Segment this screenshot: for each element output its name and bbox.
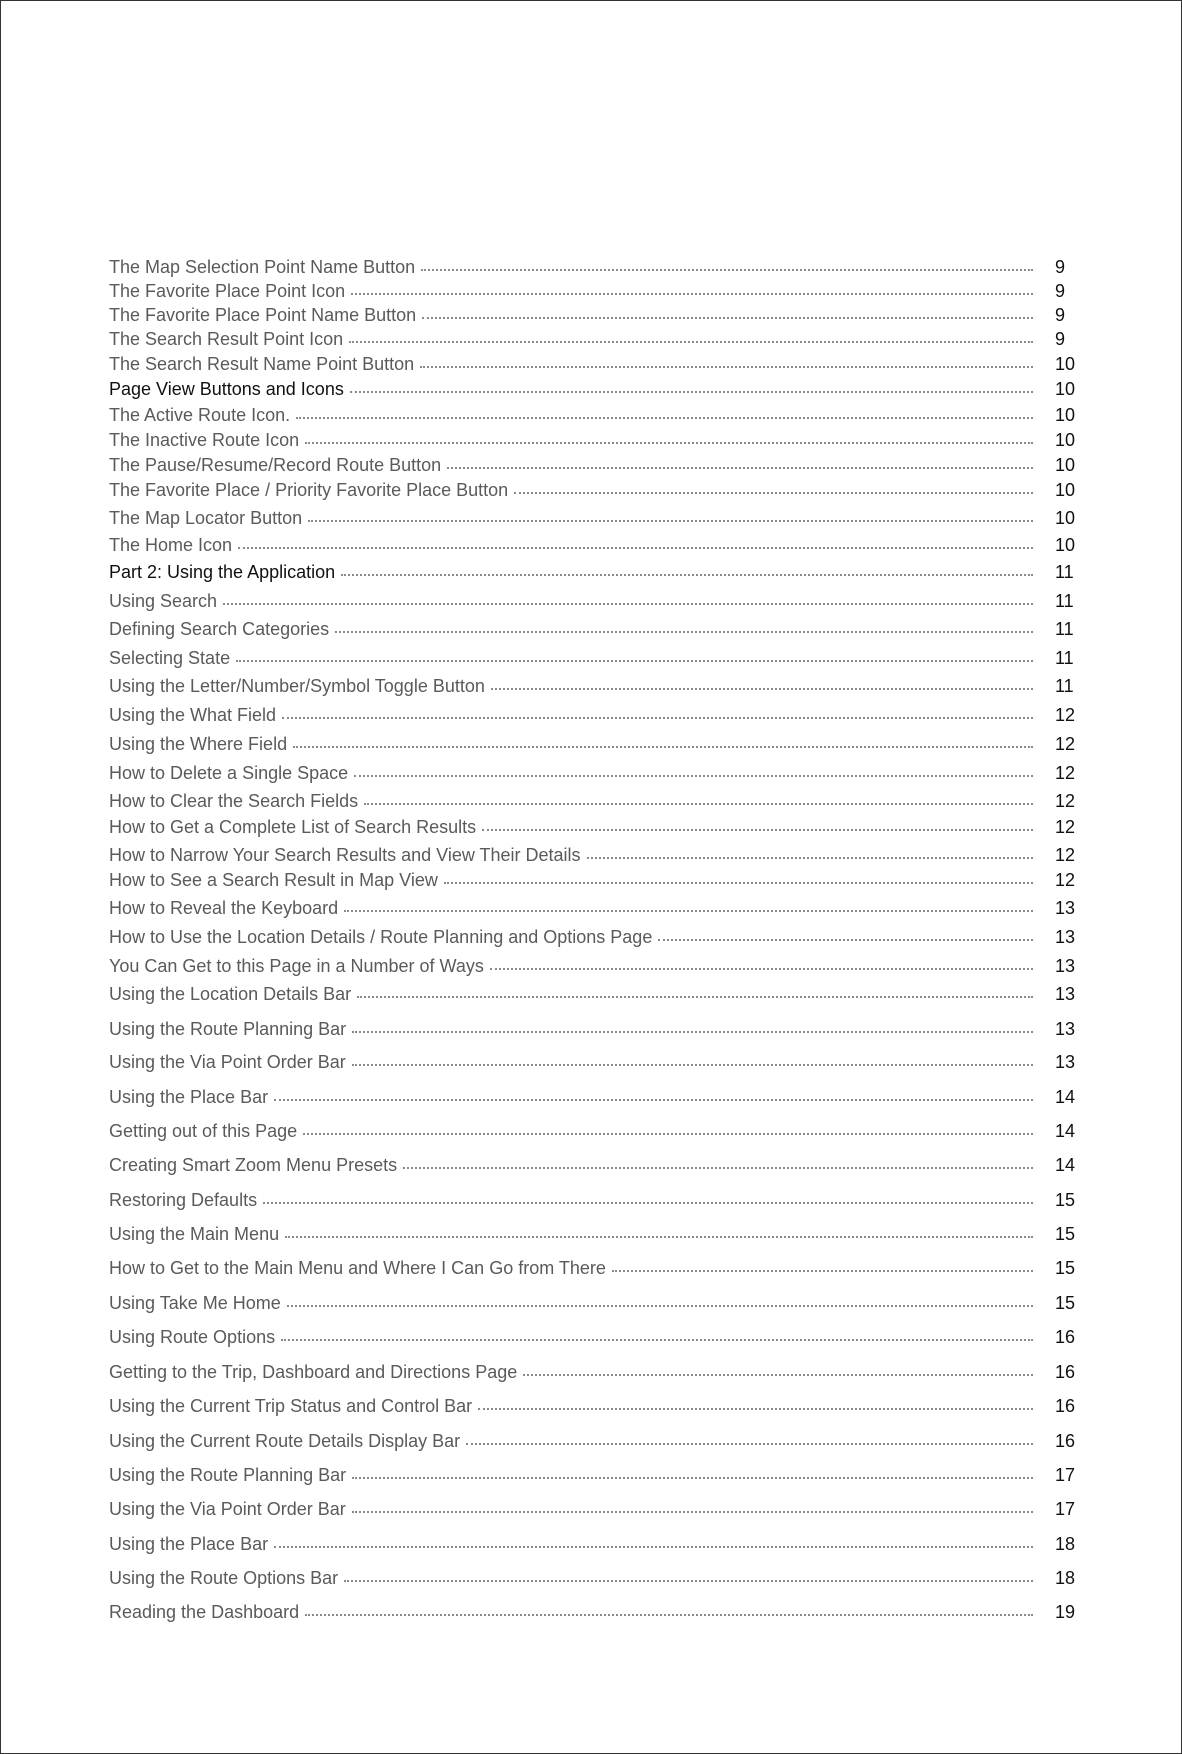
toc-entry-page-number: 16 bbox=[1055, 1396, 1076, 1416]
toc-entry-title: Getting to the Trip, Dashboard and Directions Page bbox=[109, 1362, 518, 1382]
dot-leader bbox=[352, 1064, 1033, 1066]
dot-leader bbox=[491, 688, 1033, 690]
toc-entry[interactable] bbox=[109, 1463, 1099, 1485]
dot-leader bbox=[420, 366, 1033, 368]
toc-entry-title: The Pause/Resume/Record Route Button bbox=[109, 455, 442, 475]
toc-entry-title: Using Take Me Home bbox=[109, 1293, 281, 1313]
toc-entry[interactable] bbox=[109, 1256, 1099, 1278]
dot-leader bbox=[305, 442, 1033, 444]
toc-entry[interactable] bbox=[109, 1050, 1099, 1072]
toc-entry-title: The Active Route Icon. bbox=[109, 405, 291, 425]
toc-entry-title: Using the Main Menu bbox=[109, 1224, 280, 1244]
dot-leader bbox=[364, 803, 1033, 805]
toc-entry[interactable] bbox=[109, 868, 1099, 890]
dot-leader bbox=[308, 520, 1033, 522]
toc-entry-title: Restoring Defaults bbox=[109, 1190, 258, 1210]
toc-entry[interactable] bbox=[109, 453, 1099, 475]
toc-entry-title: The Search Result Point Icon bbox=[109, 329, 344, 349]
toc-entry[interactable] bbox=[109, 674, 1099, 696]
dot-leader bbox=[658, 939, 1033, 941]
toc-entry[interactable] bbox=[109, 589, 1099, 611]
toc-entry[interactable] bbox=[109, 279, 1099, 301]
toc-entry-title: Using the Letter/Number/Symbol Toggle Button bbox=[109, 676, 485, 696]
toc-entry-page-number: 12 bbox=[1055, 817, 1076, 837]
toc-entry-title: Using Route Options bbox=[109, 1327, 276, 1347]
toc-entry-title: Part 2: Using the Application bbox=[109, 562, 336, 582]
toc-entry[interactable] bbox=[109, 1222, 1099, 1244]
dot-leader bbox=[274, 1099, 1033, 1101]
dot-leader bbox=[344, 1580, 1033, 1582]
toc-entry-page-number: 10 bbox=[1055, 430, 1076, 450]
toc-entry-page-number: 11 bbox=[1055, 648, 1074, 668]
toc-entry-title: Using the Via Point Order Bar bbox=[109, 1052, 346, 1072]
toc-entry-page-number: 13 bbox=[1055, 1052, 1076, 1072]
toc-entry-page-number: 13 bbox=[1055, 1019, 1076, 1039]
toc-entry-page-number: 16 bbox=[1055, 1327, 1076, 1347]
dot-leader bbox=[352, 1031, 1033, 1033]
toc-entry-title: Selecting State bbox=[109, 648, 231, 668]
toc-entry-title: Using the Where Field bbox=[109, 734, 288, 754]
dot-leader bbox=[236, 660, 1033, 662]
toc-entry-page-number: 14 bbox=[1055, 1155, 1076, 1175]
toc-entry-page-number: 15 bbox=[1055, 1224, 1076, 1244]
toc-entry-title: How to Delete a Single Space bbox=[109, 763, 349, 783]
toc-entry[interactable] bbox=[109, 1394, 1099, 1416]
toc-entry-title: The Search Result Name Point Button bbox=[109, 354, 415, 374]
dot-leader bbox=[349, 341, 1033, 343]
toc-entry-page-number: 9 bbox=[1055, 281, 1066, 301]
toc-entry[interactable] bbox=[109, 925, 1099, 947]
dot-leader bbox=[296, 417, 1033, 419]
toc-entry[interactable] bbox=[109, 982, 1099, 1004]
toc-entry-page-number: 13 bbox=[1055, 898, 1076, 918]
toc-entry-page-number: 12 bbox=[1055, 734, 1076, 754]
toc-entry-page-number: 11 bbox=[1055, 562, 1074, 582]
toc-entry-page-number: 18 bbox=[1055, 1568, 1076, 1588]
toc-entry-page-number: 14 bbox=[1055, 1121, 1076, 1141]
dot-leader bbox=[421, 269, 1033, 271]
dot-leader bbox=[352, 1477, 1033, 1479]
toc-entry-page-number: 13 bbox=[1055, 927, 1076, 947]
toc-entry-page-number: 12 bbox=[1055, 705, 1076, 725]
toc-entry-title: How to Reveal the Keyboard bbox=[109, 898, 339, 918]
toc-entry-title: How to Use the Location Details / Route Planning and Options Page bbox=[109, 927, 653, 947]
toc-entry-page-number: 12 bbox=[1055, 870, 1076, 890]
toc-entry-page-number: 10 bbox=[1055, 354, 1076, 374]
toc-entry[interactable] bbox=[109, 506, 1099, 528]
toc-entry-title: Reading the Dashboard bbox=[109, 1602, 300, 1622]
dot-leader bbox=[293, 746, 1033, 748]
dot-leader bbox=[335, 631, 1033, 633]
toc-entry-page-number: 10 bbox=[1055, 480, 1076, 500]
dot-leader bbox=[490, 968, 1033, 970]
toc-entry-page-number: 14 bbox=[1055, 1087, 1076, 1107]
toc-entry[interactable] bbox=[109, 761, 1099, 783]
toc-entry[interactable] bbox=[109, 1188, 1099, 1210]
toc-entry-page-number: 11 bbox=[1055, 619, 1074, 639]
toc-entry[interactable] bbox=[109, 1119, 1099, 1141]
toc-entry[interactable] bbox=[109, 646, 1099, 668]
toc-entry-title: The Inactive Route Icon bbox=[109, 430, 300, 450]
toc-entry-title: Using the Via Point Order Bar bbox=[109, 1499, 346, 1519]
toc-entry-page-number: 12 bbox=[1055, 763, 1076, 783]
toc-entry-title: How to Clear the Search Fields bbox=[109, 791, 359, 811]
toc-entry-title: The Favorite Place Point Name Button bbox=[109, 305, 417, 325]
toc-entry[interactable] bbox=[109, 1429, 1099, 1451]
dot-leader bbox=[274, 1546, 1033, 1548]
toc-entry[interactable] bbox=[109, 789, 1099, 811]
toc-entry-page-number: 11 bbox=[1055, 591, 1074, 611]
toc-entry-page-number: 10 bbox=[1055, 405, 1076, 425]
toc-entry[interactable] bbox=[109, 1532, 1099, 1554]
toc-entry-title: How to Get to the Main Menu and Where I Can Go from There bbox=[109, 1258, 606, 1278]
toc-entry[interactable] bbox=[109, 1153, 1099, 1175]
toc-entry[interactable] bbox=[109, 732, 1099, 754]
dot-leader bbox=[587, 857, 1033, 859]
toc-entry-title: Using Search bbox=[109, 591, 218, 611]
dot-leader bbox=[444, 882, 1033, 884]
toc-entry[interactable] bbox=[109, 1085, 1099, 1107]
toc-entry-title: Using the Route Planning Bar bbox=[109, 1465, 347, 1485]
toc-entry[interactable] bbox=[109, 617, 1099, 639]
toc-entry-title: How to Narrow Your Search Results and View Their Details bbox=[109, 845, 581, 865]
toc-entry-page-number: 17 bbox=[1055, 1499, 1076, 1519]
toc-entry[interactable] bbox=[109, 303, 1099, 325]
toc-entry-page-number: 10 bbox=[1055, 508, 1076, 528]
toc-entry-title: The Favorite Place Point Icon bbox=[109, 281, 346, 301]
dot-leader bbox=[285, 1236, 1033, 1238]
toc-entry[interactable] bbox=[109, 352, 1099, 374]
toc-entry-title: Using the Route Options Bar bbox=[109, 1568, 339, 1588]
dot-leader bbox=[238, 547, 1033, 549]
toc-entry[interactable] bbox=[109, 843, 1099, 865]
toc-entry-title: Using the What Field bbox=[109, 705, 277, 725]
dot-leader bbox=[612, 1270, 1033, 1272]
toc-entry-page-number: 9 bbox=[1055, 305, 1066, 325]
toc-entry[interactable] bbox=[109, 403, 1099, 425]
dot-leader bbox=[403, 1167, 1033, 1169]
dot-leader bbox=[447, 467, 1033, 469]
toc-entry-title: Using the Route Planning Bar bbox=[109, 1019, 347, 1039]
toc-entry[interactable] bbox=[109, 1017, 1099, 1039]
toc-entry-page-number: 9 bbox=[1055, 257, 1066, 277]
toc-entry-title: How to Get a Complete List of Search Results bbox=[109, 817, 477, 837]
toc-entry-title: Using the Location Details Bar bbox=[109, 984, 352, 1004]
dot-leader bbox=[350, 391, 1033, 393]
toc-entry-title: Using the Place Bar bbox=[109, 1087, 269, 1107]
toc-entry[interactable] bbox=[109, 1325, 1099, 1347]
dot-leader bbox=[482, 829, 1033, 831]
dot-leader bbox=[478, 1408, 1033, 1410]
dot-leader bbox=[287, 1305, 1033, 1307]
toc-entry-page-number: 18 bbox=[1055, 1534, 1076, 1554]
toc-entry-page-number: 15 bbox=[1055, 1258, 1076, 1278]
toc-entry[interactable] bbox=[109, 255, 1099, 277]
toc-entry-title: Using the Current Route Details Display Bar bbox=[109, 1431, 461, 1451]
dot-leader bbox=[466, 1443, 1033, 1445]
toc-entry[interactable] bbox=[109, 954, 1099, 976]
toc-entry-title: The Favorite Place / Priority Favorite Place Button bbox=[109, 480, 509, 500]
toc-entry-title: The Map Locator Button bbox=[109, 508, 303, 528]
dot-leader bbox=[303, 1133, 1033, 1135]
toc-entry-page-number: 19 bbox=[1055, 1602, 1076, 1622]
toc-entry-page-number: 10 bbox=[1055, 379, 1076, 399]
toc-entry[interactable] bbox=[109, 560, 1099, 582]
dot-leader bbox=[354, 775, 1033, 777]
toc-entry-title: The Map Selection Point Name Button bbox=[109, 257, 416, 277]
toc-entry[interactable] bbox=[109, 815, 1099, 837]
dot-leader bbox=[263, 1202, 1033, 1204]
toc-entry[interactable] bbox=[109, 533, 1099, 555]
toc-entry-title: How to See a Search Result in Map View bbox=[109, 870, 438, 890]
toc-entry-title: You Can Get to this Page in a Number of Ways bbox=[109, 956, 484, 976]
dot-leader bbox=[357, 996, 1033, 998]
toc-entry[interactable] bbox=[109, 377, 1099, 399]
dot-leader bbox=[422, 317, 1033, 319]
toc-entry-page-number: 10 bbox=[1055, 455, 1076, 475]
toc-entry-page-number: 13 bbox=[1055, 956, 1076, 976]
toc-entry-title: Using the Place Bar bbox=[109, 1534, 269, 1554]
toc-entry-page-number: 17 bbox=[1055, 1465, 1076, 1485]
dot-leader bbox=[344, 910, 1033, 912]
dot-leader bbox=[351, 293, 1033, 295]
toc-entry[interactable] bbox=[109, 896, 1099, 918]
toc-entry-page-number: 16 bbox=[1055, 1362, 1076, 1382]
toc-entry-title: Creating Smart Zoom Menu Presets bbox=[109, 1155, 398, 1175]
dot-leader bbox=[352, 1511, 1033, 1513]
dot-leader bbox=[282, 717, 1033, 719]
toc-entry-page-number: 16 bbox=[1055, 1431, 1076, 1451]
toc-entry-page-number: 10 bbox=[1055, 535, 1076, 555]
toc-entry[interactable] bbox=[109, 1600, 1099, 1622]
toc-entry[interactable] bbox=[109, 703, 1099, 725]
dot-leader bbox=[514, 492, 1033, 494]
toc-entry[interactable] bbox=[109, 1566, 1099, 1588]
toc-entry-title: Getting out of this Page bbox=[109, 1121, 298, 1141]
toc-entry[interactable] bbox=[109, 1291, 1099, 1313]
toc-entry-page-number: 9 bbox=[1055, 329, 1066, 349]
toc-entry-page-number: 11 bbox=[1055, 676, 1074, 696]
toc-entry[interactable] bbox=[109, 327, 1099, 349]
dot-leader bbox=[223, 603, 1033, 605]
dot-leader bbox=[341, 574, 1033, 576]
toc-entry[interactable] bbox=[109, 1497, 1099, 1519]
toc-entry-page-number: 12 bbox=[1055, 791, 1076, 811]
toc-entry[interactable] bbox=[109, 428, 1099, 450]
toc-entry-page-number: 13 bbox=[1055, 984, 1076, 1004]
dot-leader bbox=[523, 1374, 1033, 1376]
toc-entry-title: Page View Buttons and Icons bbox=[109, 379, 344, 399]
dot-leader bbox=[305, 1614, 1033, 1616]
toc-entry-title: Using the Current Trip Status and Control Bar bbox=[109, 1396, 473, 1416]
toc-entry[interactable] bbox=[109, 478, 1099, 500]
toc-entry-title: The Home Icon bbox=[109, 535, 233, 555]
dot-leader bbox=[281, 1339, 1033, 1341]
toc-entry[interactable] bbox=[109, 1360, 1099, 1382]
toc-entry-page-number: 12 bbox=[1055, 845, 1076, 865]
toc-entry-title: Defining Search Categories bbox=[109, 619, 330, 639]
toc-entry-page-number: 15 bbox=[1055, 1293, 1076, 1313]
toc-entry-page-number: 15 bbox=[1055, 1190, 1076, 1210]
